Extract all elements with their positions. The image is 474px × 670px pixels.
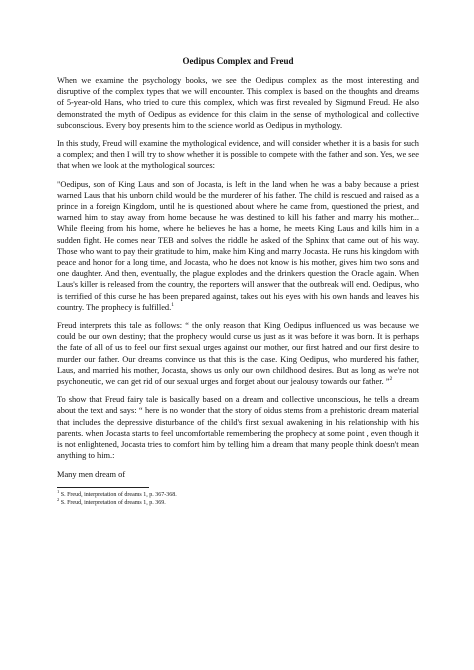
document-title: Oedipus Complex and Freud [182, 56, 294, 66]
paragraph-myth-quote [57, 179, 419, 313]
footnote-number: 1 [57, 488, 60, 494]
paragraph-text: In this study, Freud will examine the mythological evidence, and will consider whether it is a basis for such a complex; and then I will try to show whether it is possible to compete with the father and son. Yes, we see that when we look at the mythological sources: [57, 139, 419, 171]
paragraph-text: When we examine the psychology books, we see the Oedipus complex as the most interesting and disruptive of the complex types that we will encounter. This complex is based on the thoughts and dreams of 5-year-old Hans, who tried to cure this complex, which was first revealed by Sigmund Freud. He also demonstrated the myth of Oedipus as evidence for this claim in the sense of mythological and collective subconscious. Every boy presents him to the science world as Oedipus in mythology. [57, 76, 419, 130]
paragraph-dream [57, 394, 419, 461]
footnote-text: S. Freud, interpretation of dreams 1, p. 367-368. [59, 491, 177, 498]
footnote-number: 2 [57, 496, 60, 502]
paragraph-text: Many men dream of [57, 469, 126, 479]
paragraph-intro [57, 75, 419, 131]
paragraph-study [57, 138, 419, 172]
paragraph-freud-interpretation [57, 320, 419, 387]
footnote-2 [57, 496, 419, 507]
document-page [57, 56, 419, 507]
footnote-divider [57, 487, 149, 488]
paragraph-text: "Oedipus, son of King Laus and son of Jocasta, is left in the land when he was a baby because a priest warned Laus that his unborn child would be the murderer of his father. The child is rescued and raised as a prince in a foreign Kingdom, until he is questioned about where he came from, questioned the priest, and warned him to stay away from home because he was destined to kill his father and marry his mother... While fleeing from his home, where he believes he has a home, he meets King Laus and kills him in a sudden fight. He comes near TEB and solves the riddle he asked of the Sphinx that came out of his way. Those who want to pay their gratitude to him, make him King and marry Jocasta. He runs his kingdom with peace and honor for a long time, and Jocasta, who he does not know is his mother, gives him two sons and one daughter. And then, eventually, the plague explodes and the drinkers question the Oracle again. When Laus's killer is released from the country, the reporters will answer that the outbreak will end. Oedipus, who is terrified of this curse he has been prepared against, takes out his eyes with his own hands and leaves his country. The prophecy is fulfilled. [57, 179, 419, 312]
footnote-ref[interactable]: 2 [389, 376, 393, 383]
footnote-ref[interactable]: 1 [171, 302, 174, 309]
footnote-text: S. Freud, interpretation of dreams 1, p. 369. [59, 499, 166, 506]
paragraph-closing [57, 469, 419, 480]
paragraph-text: To show that Freud fairy tale is basically based on a dream and collective unconscious, he tells a dream about the text and says: “ here is no wonder that the story of oidus stems from a prehistoric dream material that includes the depressive disturbance of the child's first sexual awakening in his relationship with his parents. when Jocasta starts to feel uncomfortable remembering the prophecy at some point , even though it is not enlightened, Jocasta tries to comfort him by telling him a dream that many people think doesn't mean anything to him.: [57, 395, 419, 461]
paragraph-text: Freud interprets this tale as follows: “ the only reason that King Oedipus influenced us was because we could be our own destiny; that the prophecy would curse us just as it was before it was born. It is perhaps the fate of all of us to feel our first sexual urges against our mother, our first hatred and our first desire to murder our father. Our dreams convince us that this is the case. King Oedipus, who murdered his father, Laus, and married his mother, Jocasta, shows us only our own childhood desires. But as long as we're not psychoneutic, we can get rid of our sexual urges and forget about our jealousy towards our father. ” [57, 321, 419, 387]
footnote-1 [57, 488, 419, 499]
